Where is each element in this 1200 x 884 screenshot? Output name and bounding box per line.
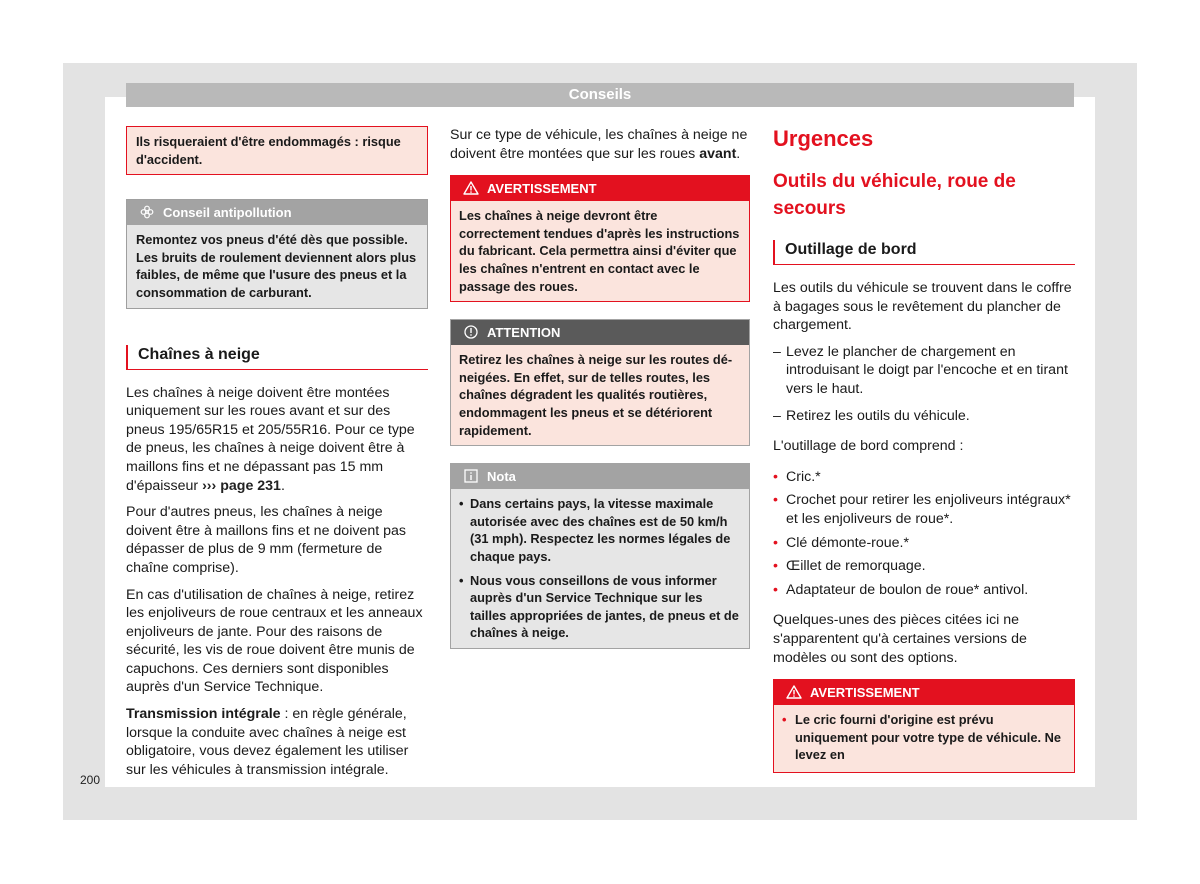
paragraph-text: Sur ce type de véhicule, les chaînes à neige ne doivent être montées que sur les roues: [450, 127, 748, 162]
link-arrow-icon: ›››: [202, 477, 217, 494]
list-item-text: Adaptateur de boulon de roue* antivol.: [786, 581, 1029, 598]
bold-term: avant: [699, 145, 737, 162]
bold-term: Transmission intégrale: [126, 706, 281, 723]
step-item: [773, 407, 1075, 426]
warning-box: [450, 175, 750, 302]
note-box: [450, 463, 750, 649]
note-title: Nota: [487, 469, 516, 485]
list-item: [773, 581, 1075, 600]
bullet-icon: •: [773, 581, 778, 598]
attention-title-bar: [451, 320, 749, 345]
paragraph-text: Les chaînes à neige doivent être montées uniquement sur les roues avant et sur des pneus 195/65R15 et 205/55R16. Pour ce type de pneus, les chaînes à neige doivent être à maillons fins et ne dépassant pas 15 mm d'épaisseur: [126, 384, 415, 494]
list-item: [773, 557, 1075, 576]
bullet-icon: •: [782, 712, 787, 728]
attention-body: Retirez les chaînes à neige sur les routes dé-neigées. En effet, sur de telles routes, les chaînes dégradent les qualités routières, endommagent les pneus et se détériorent rapidement.: [451, 345, 749, 445]
note-item: [459, 572, 741, 642]
list-item: [773, 534, 1075, 553]
note-item: [459, 495, 741, 565]
warning-triangle-icon: [461, 176, 481, 201]
warning-title: AVERTISSEMENT: [810, 685, 920, 701]
column-1: [126, 126, 428, 787]
page-header: Conseils: [126, 83, 1074, 107]
attention-title: ATTENTION: [487, 325, 561, 341]
step-text: Levez le plancher de chargement en introduisant le doigt par l'encoche et en tirant vers le haut.: [786, 343, 1068, 397]
warning-item-text: Le cric fourni d'origine est prévu uniquement pour votre type de véhicule. Ne levez en: [795, 712, 1061, 763]
eco-tip-title: Conseil antipollution: [163, 205, 292, 221]
warning-box: [773, 679, 1075, 773]
bullet-icon: •: [459, 496, 464, 512]
eco-tip-box: [126, 199, 428, 308]
info-icon: [461, 464, 481, 489]
warning-body: [774, 705, 1074, 772]
list-item: [773, 491, 1075, 528]
paragraph-end: .: [736, 145, 741, 162]
dash-icon: –: [773, 407, 781, 424]
warning-body: Les chaînes à neige devront être correctement tendues d'après les instructions du fabricant. Cela permettra ainsi d'éviter que les chaînes n'entrent en contact avec le passage des roues.: [451, 201, 749, 301]
warning-title-bar: [451, 176, 749, 201]
list-item-text: Clé démonte-roue.*: [786, 534, 910, 551]
bullet-icon: •: [773, 534, 778, 551]
paragraph: Quelques-unes des pièces citées ici ne s'apparentent qu'à certaines versions de modèles ou sont des options.: [773, 612, 1027, 666]
paragraph-text: : en règle générale, lorsque la conduite avec chaînes à neige est obligatoire, vous devez également les utiliser sur les véhicules à transmission intégrale.: [126, 706, 409, 778]
bullet-icon: •: [773, 492, 778, 509]
column-3: [773, 126, 1075, 773]
dash-icon: –: [773, 343, 781, 360]
list-item-text: Crochet pour retirer les enjoliveurs intégraux* et les enjoliveurs de roue*.: [786, 492, 1071, 527]
subsection-title: Outillage de bord: [773, 240, 1075, 265]
note-title-bar: [451, 464, 749, 489]
list-item-text: Œillet de remorquage.: [786, 558, 926, 575]
eco-tip-body: Remontez vos pneus d'été dès que possible. Les bruits de roulement deviennent alors plus faibles, de même que l'usure des pneus et la consommation de carburant.: [127, 225, 427, 307]
bullet-icon: •: [459, 572, 464, 588]
paragraph: Pour d'autres pneus, les chaînes à neige doivent être à maillons fins et ne doivent pas dépasser de plus de 9 mm (fermeture de chaîne comprise).: [126, 504, 406, 576]
column-2: [450, 126, 750, 649]
list-item-text: Cric.*: [786, 468, 821, 485]
paragraph: [126, 384, 428, 496]
note-item-text: Dans certains pays, la vitesse maximale autorisée avec des chaînes est de 50 km/h (31 mph). Respectez les normes légales de chaque pays.: [470, 496, 731, 564]
paragraph: L'outillage de bord comprend :: [773, 438, 964, 455]
section-title: Outils du véhicule, roue de secours: [773, 171, 1016, 219]
page-link[interactable]: [202, 478, 281, 494]
attention-box: [450, 319, 750, 446]
paragraph-end: .: [280, 477, 285, 494]
page-number: 200: [80, 773, 101, 787]
warning-continued-box: [126, 126, 428, 175]
warning-continued-text: Ils risqueraient d'être endommagés : risque d'accident.: [136, 134, 401, 167]
chapter-title: Urgences: [773, 126, 874, 151]
flower-icon: [137, 200, 157, 225]
paragraph: Les outils du véhicule se trouvent dans le coffre à bagages sous le revêtement du plancher de chargement.: [773, 280, 1072, 334]
page-link-label: page 231: [220, 477, 281, 494]
step-text: Retirez les outils du véhicule.: [786, 407, 970, 424]
paragraph: [450, 126, 750, 163]
bullet-icon: •: [773, 558, 778, 575]
eco-tip-title-bar: [127, 200, 427, 225]
warning-title: AVERTISSEMENT: [487, 181, 597, 197]
step-item: [773, 343, 1075, 399]
warning-triangle-icon: [784, 680, 804, 705]
list-item: [773, 468, 1075, 487]
warning-item: [782, 711, 1066, 764]
paragraph: En cas d'utilisation de chaînes à neige, retirez les enjoliveurs de roue centraux et les anneaux enjoliveurs de jante. Pour des raisons de sécurité, les vis de roue doivent être munis de capuchons. Ces derniers sont disponibles auprès d'un Service Technique.: [126, 586, 423, 696]
section-title-snow-chains: Chaînes à neige: [126, 345, 428, 370]
note-item-text: Nous vous conseillons de vous informer auprès d'un Service Technique sur les tailles appropriées de jantes, de pneus et de chaînes à neige.: [470, 572, 739, 641]
note-body: [451, 489, 749, 648]
paragraph: [126, 705, 428, 779]
bullet-icon: •: [773, 468, 778, 485]
warning-title-bar: [774, 680, 1074, 705]
exclamation-circle-icon: [461, 320, 481, 345]
